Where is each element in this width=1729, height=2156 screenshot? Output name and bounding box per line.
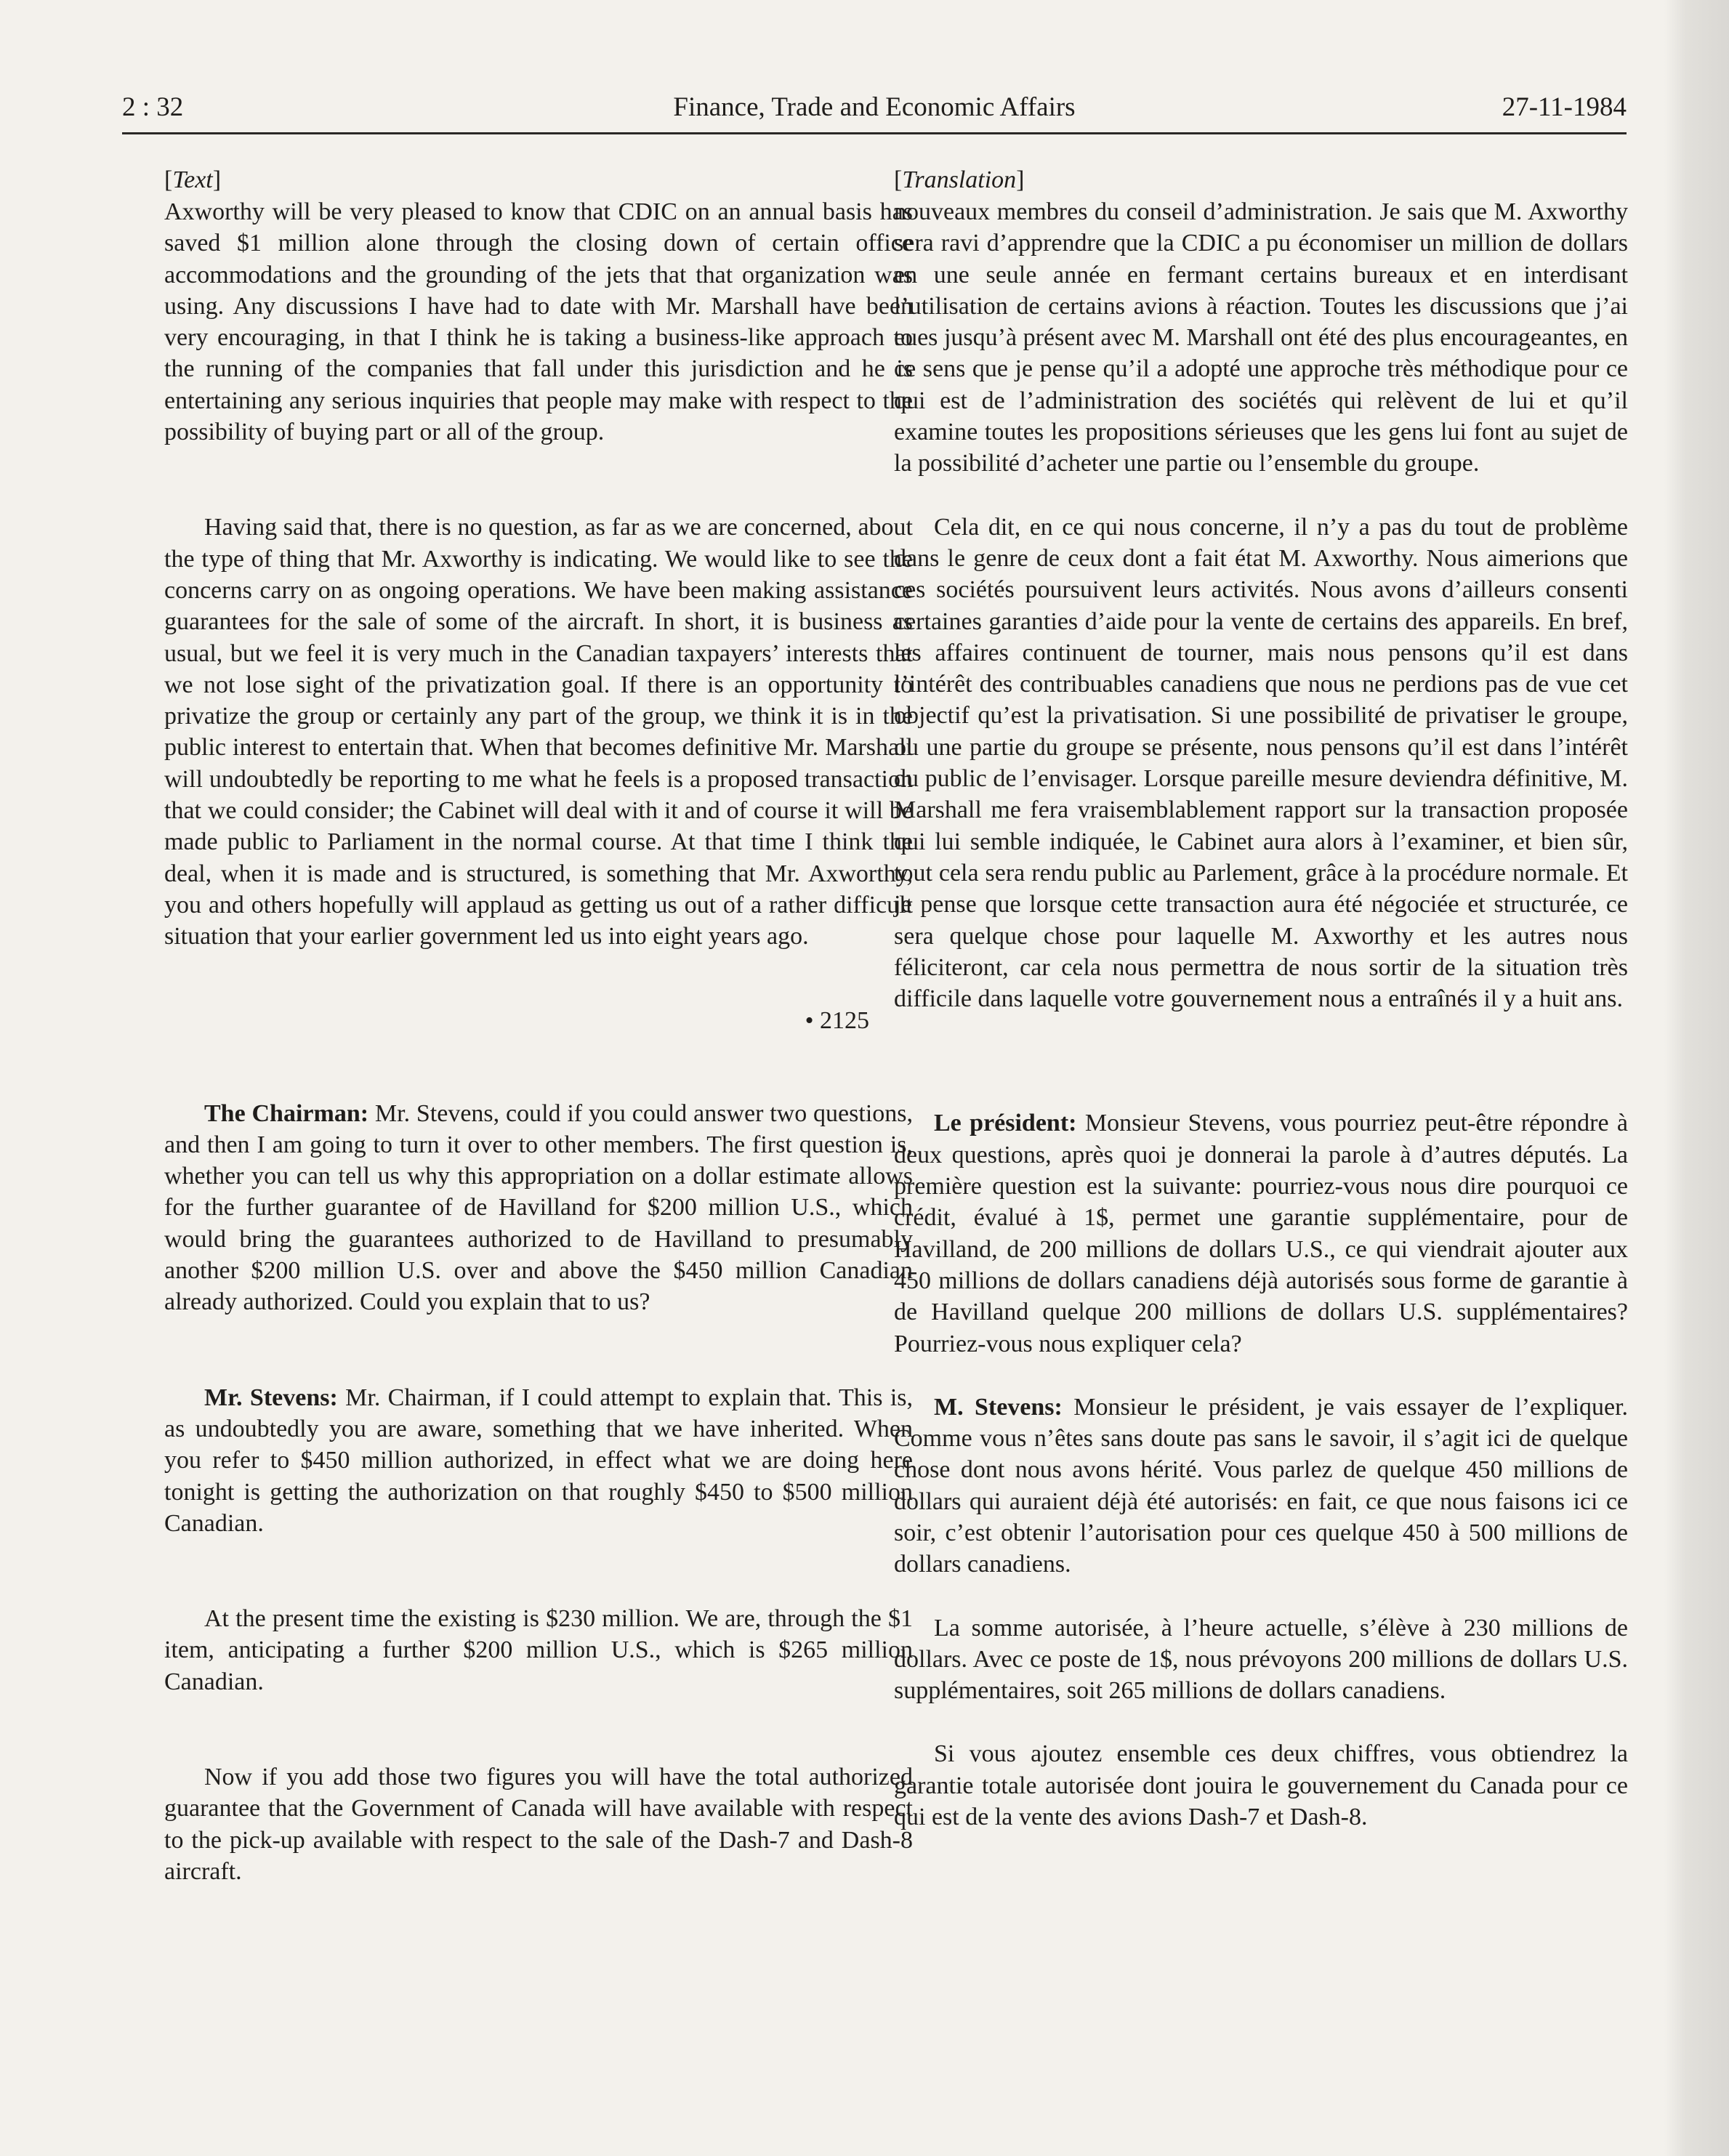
paragraph-cdic-savings: Axworthy will be very pleased to know that CDIC on an annual basis has saved $1 million alone through the closing down of certain office accommodations and the grounding of the jets that that organization was using. Any discussions I have had to date with Mr. Marshall have been very encouraging, in that I think he is taking a business-like approach to the running of the companies that fall under this jurisdiction and he is entertaining any serious inquiries that people may make with respect to the possibility of buying part or all of the group. <box>164 198 913 446</box>
paragraph-authorized-sum-fr: La somme autorisée, à l’heure actuelle, s’élève à 230 millions de dollars. Avec ce poste de 1$, nous prévoyons 200 millions de dollars U.S. supplémentaires, soit 265 millions de dollars canadiens. <box>894 1614 1628 1705</box>
french-column <box>894 164 1628 1833</box>
paragraph-privatization-fr: Cela dit, en ce qui nous concerne, il n’y a pas du tout de problème dans le genre de ceux dont a fait état M. Axworthy. Nous aimerions que ces sociétés poursuivent leurs activités. Nous avons d’ailleurs consenti certaines garanties d’aide pour la vente de certains des appareils. En bref, les affaires continuent de tourner, mais nous pensons qu’il est dans l’intérêt des contribuables canadiens que nous ne perdions pas de vue cet objectif qu’est la privatisation. Si une possibilité de privatiser le groupe, ou une partie du groupe se présente, nous pensons qu’il est dans l’intérêt du public de l’envisager. Lorsque pareille mesure deviendra définitive, M. Marshall me fera vraisemblablement rapport sur la transaction proposée qui lui semble indiquée, le Cabinet aura alors à l’examiner, et bien sûr, tout cela sera rendu public au Parlement, grâce à la procédure normale. Et je pense que lorsque cette transaction aura été négociée et structurée, ce sera quelque chose pour laquelle M. Axworthy et les autres nous féliciteront, car cela nous permettra de nous sortir de la situation très difficile dans laquelle votre gouvernement nous a entraînés il y a huit ans. <box>894 513 1628 1013</box>
running-header <box>122 86 1627 134</box>
stevens-answer-fr: M. Stevens: Monsieur le président, je vais essayer de l’expliquer. Comme vous n’êtes sans doute pas sans le savoir, il s’agit ici de quelque chose dont nous avons hérité. Vous parlez de quelque 450 millions de dollars qui auraient déjà été autorisés: en fait, ce que nous faisons ici ce soir, c’est obtenir l’autorisation pour ces quelque 450 à 500 millions de dollars canadiens. <box>894 1393 1629 1578</box>
publication-title: Finance, Trade and Economic Affairs <box>673 92 1076 122</box>
page-edge-shadow <box>1664 0 1729 2156</box>
page-number: 2 : 32 <box>122 92 184 122</box>
section-label-translation: [Translation] <box>894 166 1025 193</box>
stevens-answer: Mr. Stevens: Mr. Chairman, if I could attempt to explain that. This is, as undoubtedly you are aware, something that we have inherited. When you refer to $450 million authorized, in effect what we are doing here tonight is getting the authorization on that roughly $450 to $500 million Canadian. <box>164 1384 914 1537</box>
paragraph-total-guarantee: Now if you add those two figures you will have the total authorized guarantee that the Government of Canada will have available with respect to the pick-up available with respect to the sale of the Dash-7 and Dash-8 aircraft. <box>164 1763 913 1885</box>
speaker-chairman: The Chairman: <box>204 1099 369 1127</box>
speaker-stevens: Mr. Stevens: <box>204 1384 338 1411</box>
president-question: Le président: Monsieur Stevens, vous pourriez peut-être répondre à deux questions, après quoi je donnerai la parole à d’autres députés. La première question est la suivante: pourriez-vous nous dire pourquoi ce crédit, évalué à 1$, permet une garantie supplémentaire, pour de Havilland, de 200 millions de dollars U.S., ce qui viendrait ajouter aux 450 millions de dollars canadiens déjà autorisés sous forme de garantie à de Havilland quelque 200 millions de dollars U.S. supplémentaires? Pourriez-vous nous expliquer cela? <box>894 1110 1629 1357</box>
speaker-president: Le président: <box>934 1110 1077 1137</box>
publication-date: 27-11-1984 <box>1502 92 1627 122</box>
chairman-question: The Chairman: Mr. Stevens, could if you could answer two questions, and then I am going to turn it over to other members. The first question is, whether you can tell us why this appropriation on a dollar estimate allows for the further guarantee of de Havilland for $200 million U.S., which would bring the guarantees authorized to de Havilland to presumably another $200 million U.S. over and above the $450 million Canadian already authorized. Could you explain that to us? <box>164 1099 914 1316</box>
time-marker: • 2125 <box>805 1006 869 1034</box>
paragraph-privatization: Having said that, there is no question, as far as we are concerned, about the type of thing that Mr. Axworthy is indicating. We would like to see the concerns carry on as ongoing operations. We have been making assistance guarantees for the sale of some of the aircraft. In short, it is business as usual, but we feel it is very much in the Canadian taxpayers’ interests that we not lose sight of the privatization goal. If there is an opportunity to privatize the group or certainly any part of the group, we think it is in the public interest to entertain that. When that becomes definitive Mr. Marshall will undoubtedly be reporting to me what he feels is a proposed transaction that we could consider; the Cabinet will deal with it and of course it will be made public to Parliament in the normal course. At that time I think the deal, when it is made and is structured, is something that Mr. Axworthy, you and others hopefully will applaud as getting us out of a rather difficult situation that your earlier government led us into eight years ago. <box>164 514 913 950</box>
paragraph-total-guarantee-fr: Si vous ajoutez ensemble ces deux chiffres, vous obtiendrez la garantie totale autorisée dont jouira le gouvernement du Canada pour ce qui est de la vente des avions Dash-7 et Dash-8. <box>894 1740 1628 1831</box>
paragraph-cdic-savings-fr: nouveaux membres du conseil d’administration. Je sais que M. Axworthy sera ravi d’apprendre que la CDIC a pu économiser un million de dollars en une seule année en fermant certains bureaux et en interdisant l’utilisation de certains avions à réaction. Toutes les discussions que j’ai eues jusqu’à présent avec M. Marshall ont été des plus encourageantes, en ce sens que je pense qu’il a adopté une approche très méthodique pour ce qui est de l’administration des sociétés qui relèvent de lui et qu’il examine toutes les propositions sérieuses que les gens lui font au sujet de la possibilité d’acheter une partie ou l’ensemble du groupe. <box>894 198 1628 477</box>
section-label-text: [Text] <box>164 166 222 193</box>
english-column <box>164 164 913 1887</box>
speaker-stevens-fr: M. Stevens: <box>934 1393 1063 1421</box>
paragraph-existing-amount: At the present time the existing is $230 million. We are, through the $1 item, anticipating a further $200 million U.S., which is $265 million Canadian. <box>164 1605 913 1695</box>
